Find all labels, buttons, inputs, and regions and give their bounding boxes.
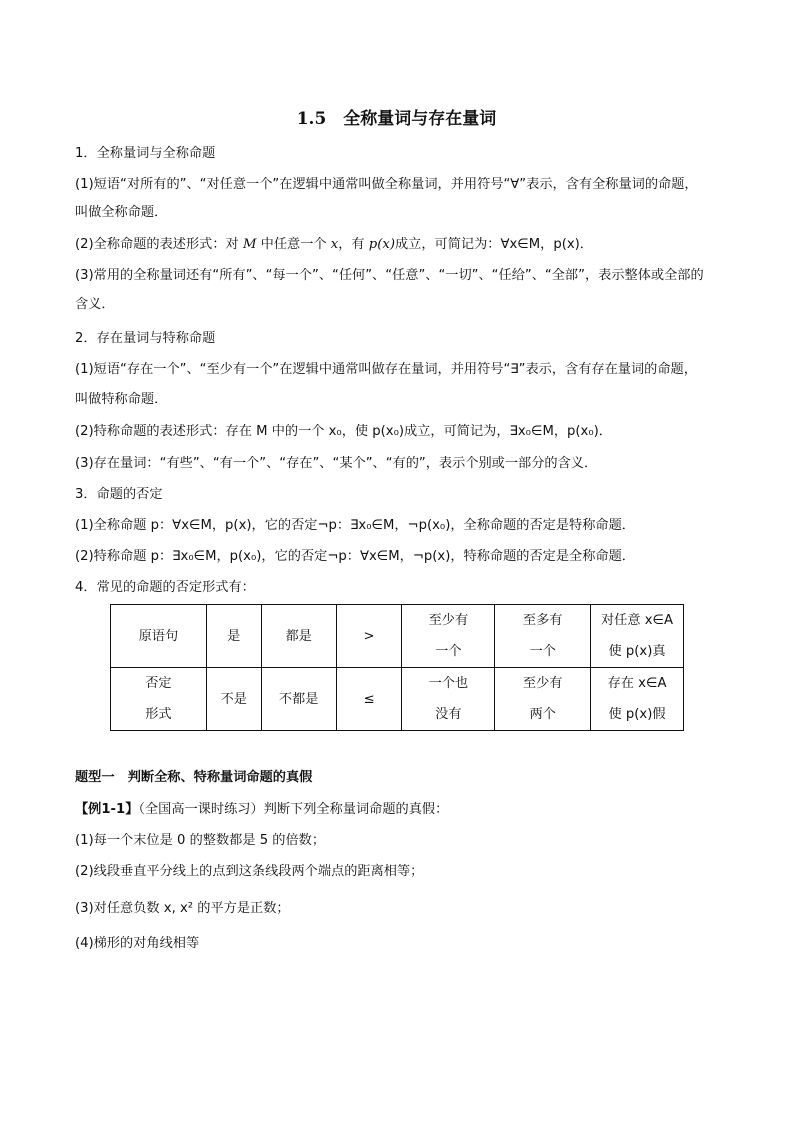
- table-cell: 对任意 x∈A 使 p(x)真: [591, 605, 684, 668]
- negation-table: [110, 604, 684, 731]
- list-item: (4)梯形的对角线相等: [75, 936, 200, 951]
- table-cell: 都是: [261, 605, 336, 668]
- table-cell: 存在 x∈A 使 p(x)假: [591, 668, 684, 731]
- table-cell: 不是: [206, 668, 261, 731]
- table-cell: 否定 形式: [111, 668, 207, 731]
- section-2-para-1b: 叫做特称命题．: [75, 392, 168, 407]
- table-row: [111, 605, 684, 668]
- table-cell: 一个也 没有: [402, 668, 495, 731]
- list-item: (1)每一个末位是 0 的整数都是 5 的倍数；: [75, 833, 326, 848]
- table-cell: 至少有 两个: [495, 668, 591, 731]
- section-1-para-3b: 含义．: [75, 297, 115, 312]
- section-1-para-2: (2)全称命题的表述形式：对 M 中任意一个 x，有 p(x)成立，可简记为：∀x∈M，p(x)．: [75, 237, 593, 252]
- table-cell: 至少有 一个: [402, 605, 495, 668]
- section-2-heading: 2．存在量词与特称命题: [75, 331, 216, 346]
- example-line: 【例1-1】（全国高一课时练习）判断下列全称量词命题的真假：: [75, 802, 449, 817]
- section-4-heading: 4．常见的命题的否定形式有：: [75, 580, 255, 595]
- table-cell: 不都是: [261, 668, 336, 731]
- table-row: [111, 668, 684, 731]
- section-1-para-3a: (3)常用的全称量词还有“所有”、“每一个”、“任何”、“任意”、“一切”、“任给”、“全部”，表示整体或全部的: [75, 268, 704, 283]
- table-cell: 至多有 一个: [495, 605, 591, 668]
- section-1-heading: 1．全称量词与全称命题: [75, 146, 216, 161]
- section-3-para-1: (1)全称命题 p：∀x∈M，p(x)，它的否定¬p：∃x₀∈M，¬p(x₀)，全称命题的否定是特称命题．: [75, 518, 635, 533]
- example-tag: 【例1-1】: [75, 802, 139, 817]
- list-item: (2)线段垂直平分线上的点到这条线段两个端点的距离相等；: [75, 864, 424, 879]
- question-type-heading: 题型一 判断全称、特称量词命题的真假: [75, 770, 313, 785]
- table-cell: >: [336, 605, 402, 668]
- table-cell: ≤: [336, 668, 402, 731]
- section-3-para-2: (2)特称命题 p：∃x₀∈M，p(x₀)，它的否定¬p：∀x∈M，¬p(x)，特称命题的否定是全称命题．: [75, 549, 635, 564]
- page-title: 1.5 全称量词与存在量词: [296, 109, 497, 129]
- section-2-para-1a: (1)短语“存在一个”、“至少有一个”在逻辑中通常叫做存在量词，并用符号“∃”表示，含有存在量词的命题，: [75, 362, 697, 377]
- table-cell: 原语句: [111, 605, 207, 668]
- section-1-para-1b: 叫做全称命题．: [75, 205, 168, 220]
- list-item: (3)对任意负数 x, x² 的平方是正数；: [75, 901, 290, 916]
- section-3-heading: 3．命题的否定: [75, 487, 163, 502]
- table-cell: 是: [206, 605, 261, 668]
- section-1-para-1a: (1)短语“对所有的”、“对任意一个”在逻辑中通常叫做全称量词，并用符号“∀”表示，含有全称量词的命题，: [75, 177, 698, 192]
- section-2-para-2: (2)特称命题的表述形式：存在 M 中的一个 x₀，使 p(x₀)成立，可简记为，∃x₀∈M，p(x₀)．: [75, 424, 612, 439]
- section-2-para-3: (3)存在量词：“有些”、“有一个”、“存在”、“某个”、“有的”，表示个别或一部分的含义．: [75, 456, 598, 471]
